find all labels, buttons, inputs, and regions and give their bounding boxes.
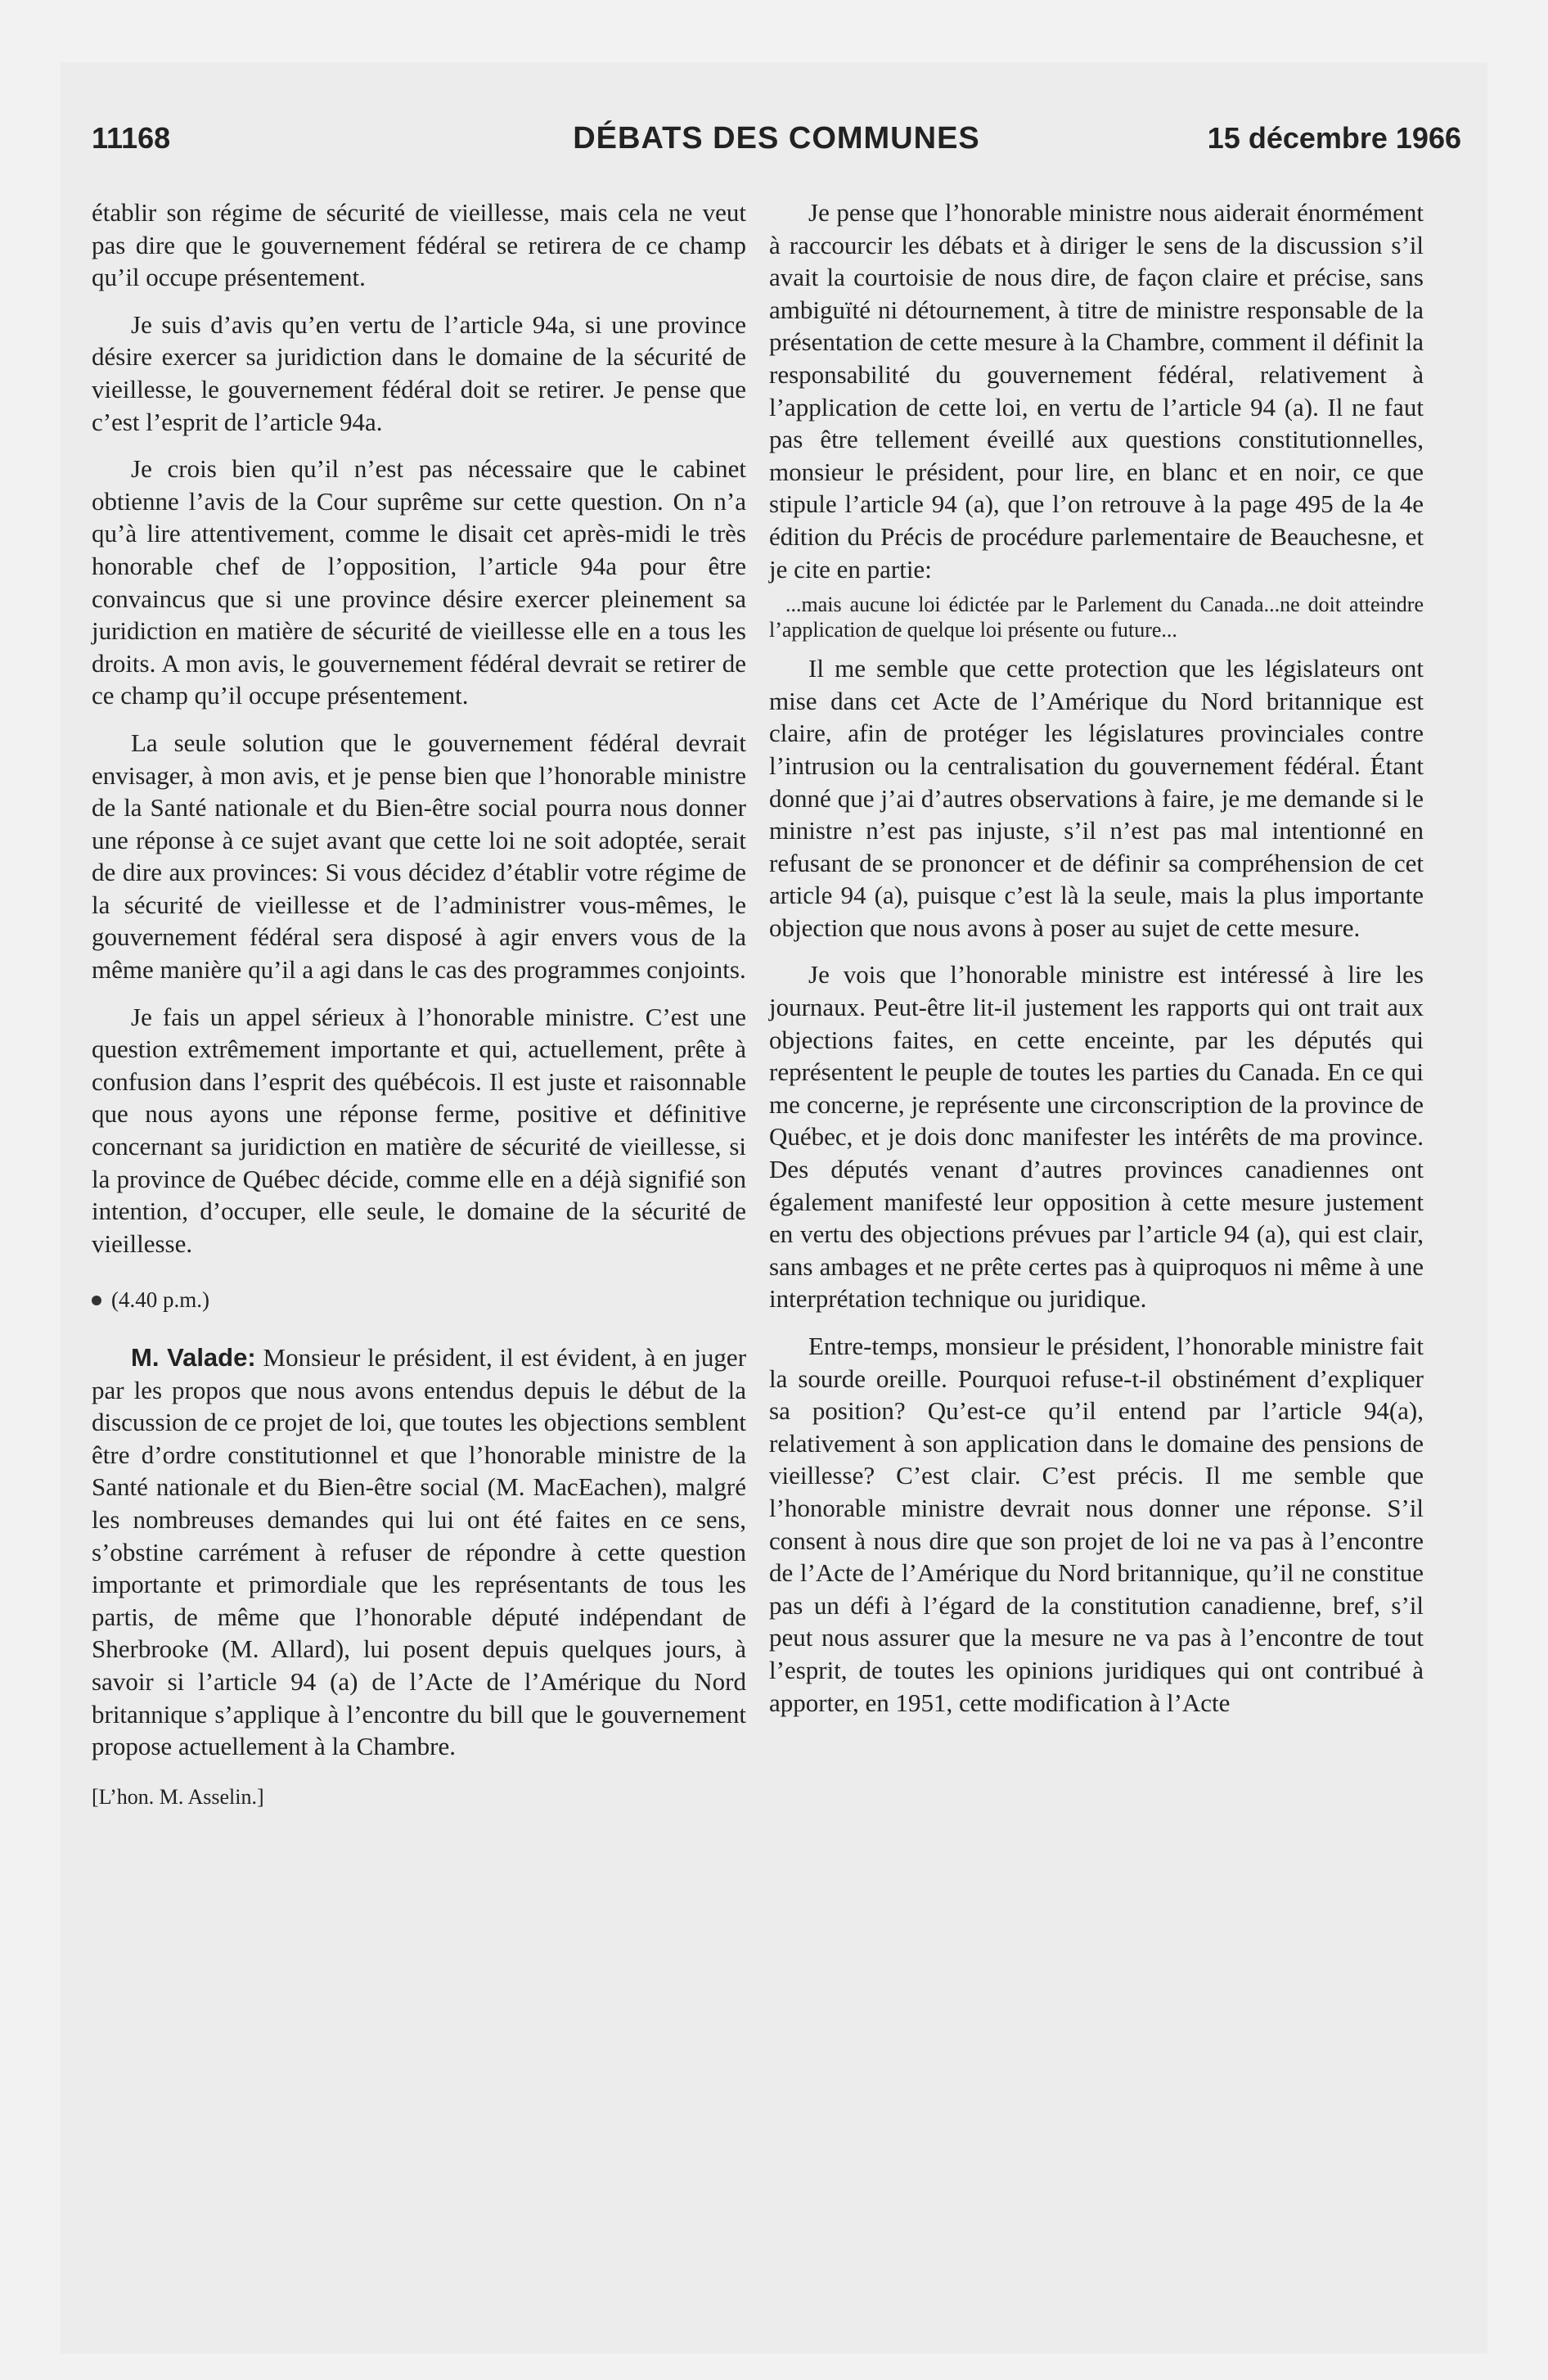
time-note-text: (4.40 p.m.) [111, 1287, 209, 1313]
right-column [769, 196, 1424, 1719]
speaker-paragraph [92, 1341, 746, 1763]
paragraph: La seule solution que le gouvernement fédéral devrait envisager, à mon avis, et je pense bien que l’honorable ministre de la Santé nationale et du Bien-être social pourra nous donner une réponse à ce sujet avant que cette loi ne soit adoptée, serait de dire aux provinces: Si vous décidez d’établir votre régime de la sécurité de vieillesse et de l’administrer vous-mêmes, le gouvernement fédéral sera disposé à agir envers vous de la même manière qu’il a agi dans le cas des programmes conjoints. [92, 728, 746, 985]
paragraph: établir son régime de sécurité de vieillesse, mais cela ne veut pas dire que le gouvernement fédéral se retirera de ce champ qu’il occupe présentement. [92, 198, 746, 292]
left-column [92, 196, 746, 1813]
paragraph: Je pense que l’honorable ministre nous aiderait énormément à raccourcir les débats et à diriger le sens de la discussion s’il avait la courtoisie de nous dire, de façon claire et précise, sans ambiguïté ni détournement, à titre de ministre responsable de la présentation de cette mesure à la Chambre, comment il définit la responsabilité du gouvernement fédéral, relativement à l’application de cette loi, en vertu de l’article 94 (a). Il ne faut pas être tellement éveillé aux questions constitutionnelles, monsieur le président, pour lire, en blanc et en noir, ce que stipule l’article 94 (a), que l’on retrouve à la page 495 de la 4e édition du Précis de procédure parlementaire de Beauchesne, et je cite en partie: [769, 198, 1424, 584]
page-attribution: [L’hon. M. Asselin.] [92, 1784, 264, 1809]
paragraph: Je vois que l’honorable ministre est intéressé à lire les journaux. Peut-être lit-il justement les rapports qui ont trait aux objections faites, en cette enceinte, par les députés qui représentent le peuple de toutes les parties du Canada. En ce qui me concerne, je représente une circonscription de la province de Québec, et je dois donc manifester les intérêts de ma province. Des députés venant d’autres provinces canadiennes ont également manifesté leur opposition à cette mesure justement en vertu des objections prévues par l’article 94 (a), qui est clair, sans ambages et ne prête certes pas à quiproquos ni même à une interprétation technique ou juridique. [769, 960, 1424, 1314]
page-header [92, 121, 1461, 164]
paragraph: Je crois bien qu’il n’est pas nécessaire que le cabinet obtienne l’avis de la Cour suprême sur cette question. On n’a qu’à lire attentivement, comme le disait cet après-midi le très honorable chef de l’opposition, l’article 94a pour être convaincus que si une province désire exercer pleinement sa juridiction en matière de sécurité de vieillesse elle en a tous les droits. A mon avis, le gouvernement fédéral devrait se retirer de ce champ qu’il occupe présentement. [92, 454, 746, 710]
bullet-icon [92, 1296, 101, 1305]
page-number: 11168 [92, 121, 171, 155]
speaker-name: M. Valade: [131, 1343, 256, 1372]
publication-title: DÉBATS DES COMMUNES [573, 121, 980, 156]
time-note [92, 1284, 746, 1317]
paragraph: Entre-temps, monsieur le président, l’honorable ministre fait la sourde oreille. Pourquoi refuse-t-il obstinément d’expliquer sa position? Qu’est-ce qu’il entend par l’article 94(a), relativement à son application dans le domaine des pensions de vieillesse? C’est clair. C’est précis. Il me semble que l’honorable ministre devrait nous donner une réponse. S’il consent à nous dire que son projet de loi ne va pas à l’encontre de l’Acte de l’Amérique du Nord britannique, qu’il ne constitue pas un défi à l’égard de la constitution canadienne, bref, s’il peut nous assurer que la mesure ne va pas à l’encontre de tout l’esprit, de toutes les opinions juridiques qui ont contribué à apporter, en 1951, cette modification à l’Acte [769, 1332, 1424, 1717]
paragraph: Je fais un appel sérieux à l’honorable ministre. C’est une question extrêmement importante et qui, actuellement, prête à confusion dans l’esprit des québécois. Il est juste et raisonnable que nous ayons une réponse ferme, positive et définitive concernant sa juridiction en matière de sécurité de vieillesse, si la province de Québec décide, comme elle en a déjà signifié son intention, d’occuper, elle seule, le domaine de la sécurité de vieillesse. [92, 1002, 746, 1258]
page-date: 15 décembre 1966 [1207, 121, 1461, 155]
paragraph: Je suis d’avis qu’en vertu de l’article 94a, si une province désire exercer sa juridiction dans le domaine de la sécurité de vieillesse, le gouvernement fédéral doit se retirer. Je pense que c’est l’esprit de l’article 94a. [92, 309, 746, 436]
speech-text: Monsieur le président, il est évident, à en juger par les propos que nous avons entendus depuis le début de la discussion de ce projet de loi, que toutes les objections semblent être d’ordre constitutionnel et que l’honorable ministre de la Santé nationale et du Bien-être social (M. MacEachen), malgré les nombreuses demandes qui lui ont été faites en ce sens, s’obstine carrément à refuser de répondre à cette question importante et primordiale que les représentants de tous les partis, de même que l’honorable député indépendant de Sherbrooke (M. Allard), lui posent depuis quelques jours, à savoir si l’article 94 (a) de l’Acte de l’Amérique du Nord britannique s’applique à l’encontre du bill que le gouvernement propose actuellement à la Chambre. [92, 1343, 747, 1761]
quotation: ...mais aucune loi édictée par le Parlement du Canada...ne doit atteindre l’application de quelque loi présente ou future... [769, 593, 1424, 642]
paragraph: Il me semble que cette protection que les législateurs ont mise dans cet Acte de l’Amérique du Nord britannique est claire, afin de protéger les législatures provinciales contre l’intrusion ou la centralisation du gouvernement fédéral. Étant donné que j’ai d’autres observations à faire, je me demande si le ministre n’est pas injuste, s’il n’est pas mal intentionné en refusant de se prononcer et de définir sa compréhension de cet article 94 (a), puisque c’est là la seule, mais la plus importante objection que nous avons à poser au sujet de cette mesure. [769, 654, 1424, 942]
